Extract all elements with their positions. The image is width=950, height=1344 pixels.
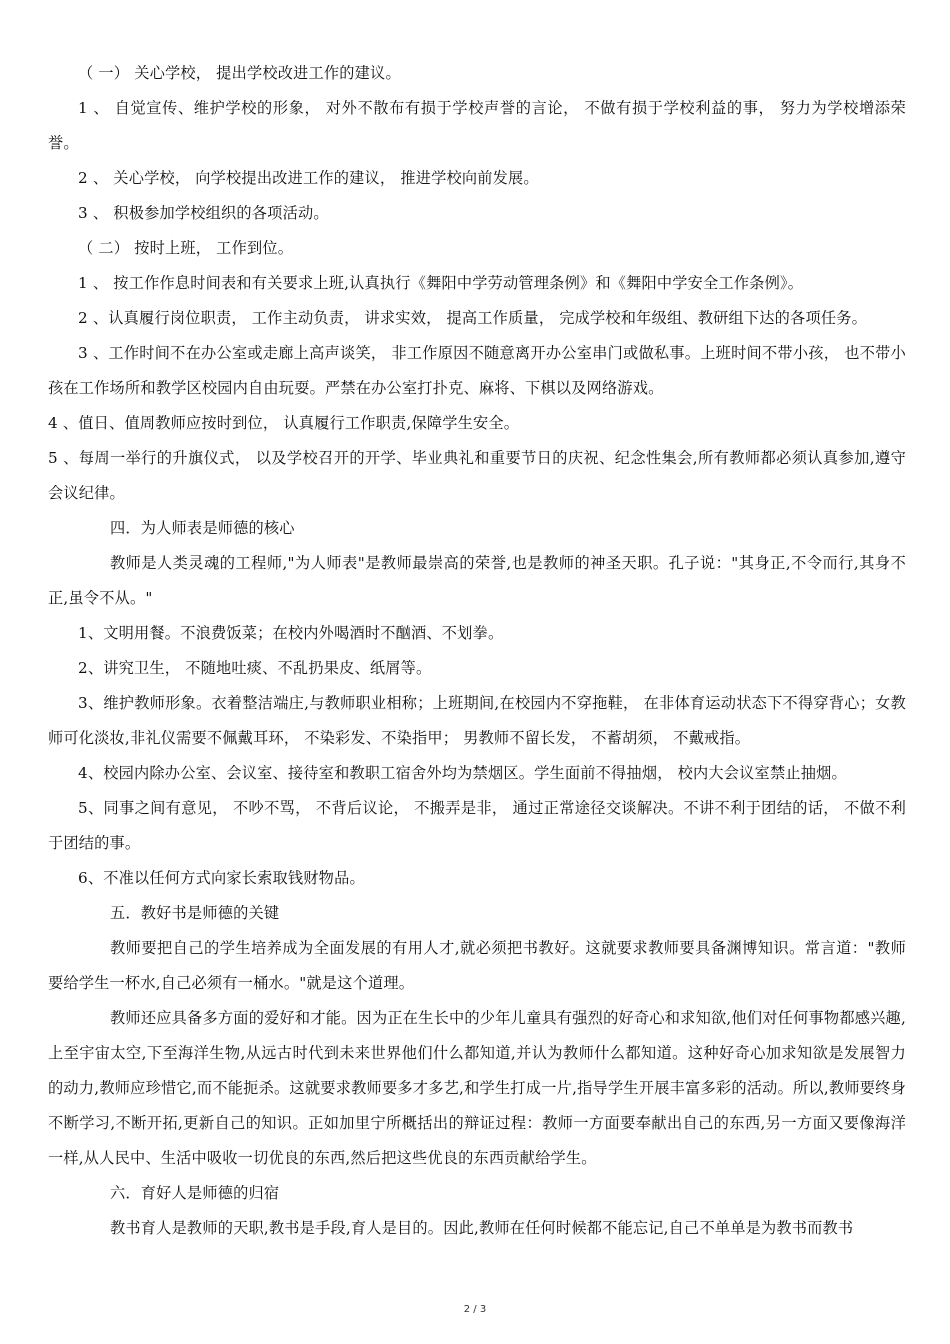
paragraph: 1 、 按工作作息时间表和有关要求上班,认真执行《舞阳中学劳动管理条例》和《舞阳中学安全工作条例》。	[78, 274, 804, 292]
paragraph: 6、不准以任何方式向家长索取钱财物品。	[78, 869, 365, 887]
paragraph: 教师还应具备多方面的爱好和才能。因为正在生长中的少年儿童具有强烈的好奇心和求知欲,他们对任何事物都感兴趣,上至宇宙太空,下至海洋生物,从远古时代到未来世界他们什么都知道,并认为教师什么都知道。这种好奇心加求知欲是发展智力的动力,教师应珍惜它,而不能扼杀。这就要求教师要多才多艺,和学生打成一片,指导学生开展丰富多彩的活动。所以,教师要终身不断学习,不断开拓,更新自己的知识。正如加里宁所概括出的辩证过程：教师一方面要奉献出自己的东西,另一方面又要像海洋一样,从人民中、生活中吸收一切优良的东西,然后把这些优良的东西贡献给学生。	[48, 1009, 906, 1167]
paragraph: 2 、认真履行岗位职责， 工作主动负责， 讲求实效， 提高工作质量， 完成学校和年级组、教研组下达的各项任务。	[78, 309, 867, 327]
paragraph: 教师要把自己的学生培养成为全面发展的有用人才,就必须把书教好。这就要求教师要具备渊博知识。常言道："教师要给学生一杯水,自己必须有一桶水。"就是这个道理。	[48, 939, 906, 992]
page-number: 2 / 3	[463, 1304, 487, 1315]
paragraph: 3 、 积极参加学校组织的各项活动。	[78, 204, 329, 222]
section-heading-2: （ 二） 按时上班， 工作到位。	[78, 239, 294, 257]
paragraph: 1、文明用餐。不浪费饭菜；在校内外喝酒时不酗酒、不划拳。	[78, 624, 504, 642]
paragraph: 教书育人是教师的天职,教书是手段,育人是目的。因此,教师在任何时候都不能忘记,自己不单单是为教书而教书	[110, 1219, 854, 1237]
paragraph: 3、维护教师形象。衣着整洁端庄,与教师职业相称；上班期间,在校园内不穿拖鞋， 在非体育运动状态下不得穿背心；女教师可化淡妆,非礼仪需要不佩戴耳环， 不染彩发、不染指甲； 男教师不留长发， 不蓄胡须， 不戴戒指。	[48, 694, 906, 747]
paragraph: 4、校园内除办公室、会议室、接待室和教职工宿舍外均为禁烟区。学生面前不得抽烟， 校内大会议室禁止抽烟。	[78, 764, 847, 782]
section-heading-1: （ 一） 关心学校， 提出学校改进工作的建议。	[78, 64, 401, 82]
paragraph: 5、同事之间有意见， 不吵不骂， 不背后议论， 不搬弄是非， 通过正常途径交谈解决。不讲不利于团结的话， 不做不利于团结的事。	[48, 799, 906, 852]
paragraph: 1 、 自觉宣传、维护学校的形象， 对外不散布有损于学校声誉的言论， 不做有损于学校利益的事， 努力为学校增添荣誉。	[48, 99, 906, 152]
chapter-heading-6: 六．育好人是师德的归宿	[110, 1184, 280, 1202]
paragraph: 2 、 关心学校， 向学校提出改进工作的建议， 推进学校向前发展。	[78, 169, 539, 187]
chapter-heading-5: 五．教好书是师德的关键	[110, 904, 280, 922]
paragraph: 教师是人类灵魂的工程师,"为人师表"是教师最崇高的荣誉,也是教师的神圣天职。孔子说："其身正,不令而行,其身不正,虽令不从。"	[48, 554, 906, 607]
paragraph: 5 、每周一举行的升旗仪式， 以及学校召开的开学、毕业典礼和重要节日的庆祝、纪念性集会,所有教师都必须认真参加,遵守会议纪律。	[48, 449, 906, 502]
paragraph: 4 、值日、值周教师应按时到位， 认真履行工作职责,保障学生安全。	[48, 414, 520, 432]
chapter-heading-4: 四．为人师表是师德的核心	[110, 519, 295, 537]
paragraph: 2、讲究卫生， 不随地吐痰、不乱扔果皮、纸屑等。	[78, 659, 432, 677]
paragraph: 3 、工作时间不在办公室或走廊上高声谈笑， 非工作原因不随意离开办公室串门或做私事。上班时间不带小孩， 也不带小孩在工作场所和教学区校园内自由玩耍。严禁在办公室打扑克、麻将、下棋以及网络游戏。	[48, 344, 906, 397]
